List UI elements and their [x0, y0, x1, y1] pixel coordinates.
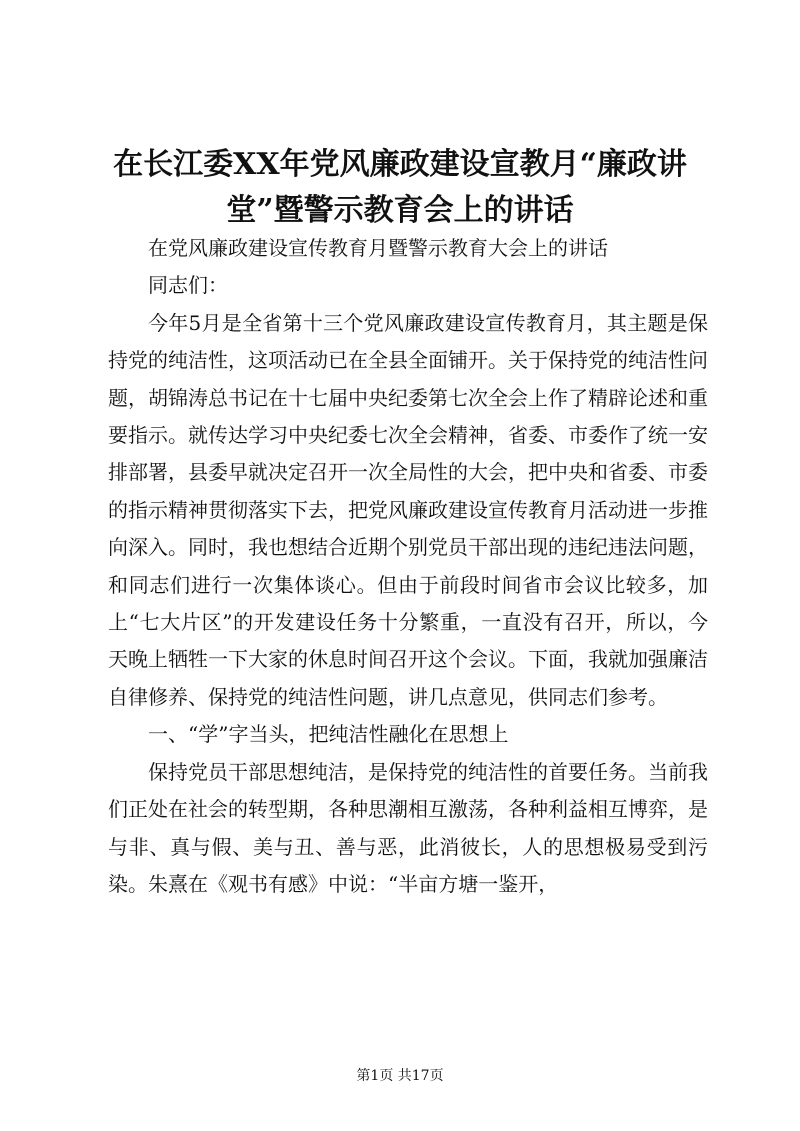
subtitle-paragraph: 在党风廉政建设宣传教育月暨警示教育大会上的讲话 [148, 236, 608, 260]
section-heading-1: 一、“学”字当头，把纯洁性融化在思想上 [148, 722, 509, 747]
body-paragraph-intro: 今年5月是全省第十三个党风廉政建设宣传教育月，其主题是保持党的纯洁性，这项活动已在全县全面铺开。关于保持党的纯洁性问题，胡锦涛总书记在十七届中央纪委第七次全会上作了精辟论述和重要指示。就传达学习中央纪委七次全会精神，省委、市委作了统一安排部署，县委早就决定召开一次全局性的大会，把中央和省委、市委的指示精神贯彻落实下去，把党风廉政建设宣传教育月活动进一步推向深入。同时，我也想结合近期个别党员干部出现的违纪违法问题，和同志们进行一次集体谈心。但由于前段时间省市会议比较多，加上“七大片区”的开发建设任务十分繁重，一直没有召开，所以，今天晚上牺牲一下大家的休息时间召开这个会议。下面，我就加强廉洁自律修养、保持党的纯洁性问题，讲几点意见，供同志们参考。 [108, 310, 708, 709]
document-body [108, 230, 708, 903]
page-number-footer: 第1页 共17页 [356, 1068, 444, 1084]
document-title: 在长江委XX年党风廉政建设宣教月“廉政讲堂”暨警示教育会上的讲话 [113, 147, 687, 228]
salutation-paragraph: 同志们： [148, 273, 228, 298]
body-paragraph-section-1: 保持党员干部思想纯洁，是保持党的纯洁性的首要任务。当前我们正处在社会的转型期，各种思潮相互激荡，各种利益相互博弈，是与非、真与假、美与丑、善与恶，此消彼长，人的思想极易受到污染。朱熹在《观书有感》中说：“半亩方塘一鉴开， [108, 759, 708, 896]
